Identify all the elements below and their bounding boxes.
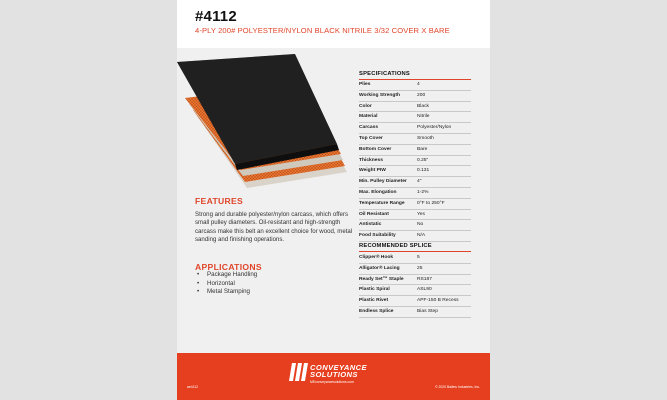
spec-label: Temperature Range <box>359 200 405 206</box>
splice-table <box>359 253 471 318</box>
spec-label: Material <box>359 114 378 120</box>
company-logo <box>289 362 399 386</box>
spec-value: 4" <box>417 179 422 185</box>
spec-value: No <box>417 222 424 228</box>
spec-label: Color <box>359 103 372 109</box>
spec-value: Black <box>417 103 429 109</box>
splice-value: RS187 <box>417 276 432 282</box>
splice-value: Bias Step <box>417 308 438 314</box>
table-row <box>359 231 471 242</box>
table-row <box>359 166 471 177</box>
logo-text-solutions: SOLUTIONS <box>310 370 358 379</box>
table-row <box>359 91 471 102</box>
company-website[interactable]: MEconveyancesolutions.com <box>310 380 354 384</box>
features-description: Strong and durable polyester/nylon carcass, which offers small pulley diameters. Oil-resistant and high-strength carcass make this belt an excellent choice for wood, metal sanding and finishing operations. <box>195 211 353 244</box>
product-subtitle: 4-PLY 200# POLYESTER/NYLON BLACK NITRILE 3/32 COVER X BARE <box>195 26 450 35</box>
list-item: • Package Handling <box>195 271 355 280</box>
splice-label: Plastic Rivet <box>359 298 389 304</box>
table-row <box>359 102 471 113</box>
spec-value: Polyester/Nylon <box>417 125 452 131</box>
copyright-notice: © 2020 Ballew Industries, Inc. <box>435 385 480 389</box>
spec-label: Top Cover <box>359 135 383 141</box>
spec-value: 200 <box>417 92 426 98</box>
recommended-splice-title: RECOMMENDED SPLICE <box>359 242 471 252</box>
belt-product-image <box>177 54 359 192</box>
spec-label: Thickness <box>359 157 383 163</box>
spec-label: Max. Elongation <box>359 189 397 195</box>
table-row <box>359 264 471 275</box>
spec-label: Weight PIW <box>359 168 386 174</box>
table-row <box>359 123 471 134</box>
splice-label: Alligator® Lacing <box>359 265 400 271</box>
spec-value: 0.131 <box>417 168 430 174</box>
table-row <box>359 210 471 221</box>
splice-value: 25 <box>417 265 423 271</box>
spec-label: Food Suitability <box>359 233 396 239</box>
splice-value: ASL90 <box>417 287 432 293</box>
specifications-table <box>359 80 471 242</box>
spec-value: Bare <box>417 146 428 152</box>
splice-label: Endless Splice <box>359 308 394 314</box>
spec-label: Antistatic <box>359 222 382 228</box>
spec-value: Smooth <box>417 135 434 141</box>
list-item: • Metal Stamping <box>195 288 355 297</box>
spec-value: 4 <box>417 82 420 87</box>
splice-label: Clipper® Hook <box>359 255 394 260</box>
spec-label: Oil Resistant <box>359 211 389 217</box>
sheet-header <box>195 9 480 35</box>
spec-value: 1-2% <box>417 189 429 195</box>
table-row <box>359 80 471 91</box>
spec-label: Plies <box>359 82 371 87</box>
splice-value: 5 <box>417 255 420 260</box>
spec-sheet <box>177 0 490 400</box>
specifications-title: SPECIFICATIONS <box>359 70 471 80</box>
table-row <box>359 156 471 167</box>
spec-value: 0.25" <box>417 157 429 163</box>
table-row <box>359 285 471 296</box>
table-row <box>359 134 471 145</box>
applications-title: APPLICATIONS <box>195 262 262 272</box>
table-row <box>359 112 471 123</box>
table-row <box>359 253 471 264</box>
footer-bar <box>177 353 490 400</box>
logo-text-conveyance: CONVEYANCE <box>310 363 368 372</box>
table-row <box>359 296 471 307</box>
splice-label: Ready Set™ Staple <box>359 276 404 282</box>
table-row <box>359 177 471 188</box>
spec-value: Yes <box>417 211 425 217</box>
spec-label: Working Strength <box>359 92 400 98</box>
splice-value: APF-150 B Recess <box>417 298 459 304</box>
list-item: • Horizontal <box>195 280 355 289</box>
table-row <box>359 188 471 199</box>
splice-label: Plastic Spiral <box>359 287 390 293</box>
applications-list <box>195 271 355 297</box>
conveyance-logo-icon <box>289 363 309 381</box>
spec-value: 0°F to 250°F <box>417 200 445 206</box>
table-row <box>359 220 471 231</box>
document-code: ae4112 <box>187 385 199 389</box>
table-row <box>359 145 471 156</box>
features-title: FEATURES <box>195 196 244 206</box>
table-row <box>359 199 471 210</box>
spec-value: N/A <box>417 233 426 239</box>
spec-label: Bottom Cover <box>359 146 392 152</box>
table-row <box>359 275 471 286</box>
spec-label: Min. Pulley Diameter <box>359 179 407 185</box>
part-number: #4112 <box>195 8 237 25</box>
table-row <box>359 307 471 318</box>
spec-value: Nitrile <box>417 114 430 120</box>
spec-label: Carcass <box>359 125 379 131</box>
